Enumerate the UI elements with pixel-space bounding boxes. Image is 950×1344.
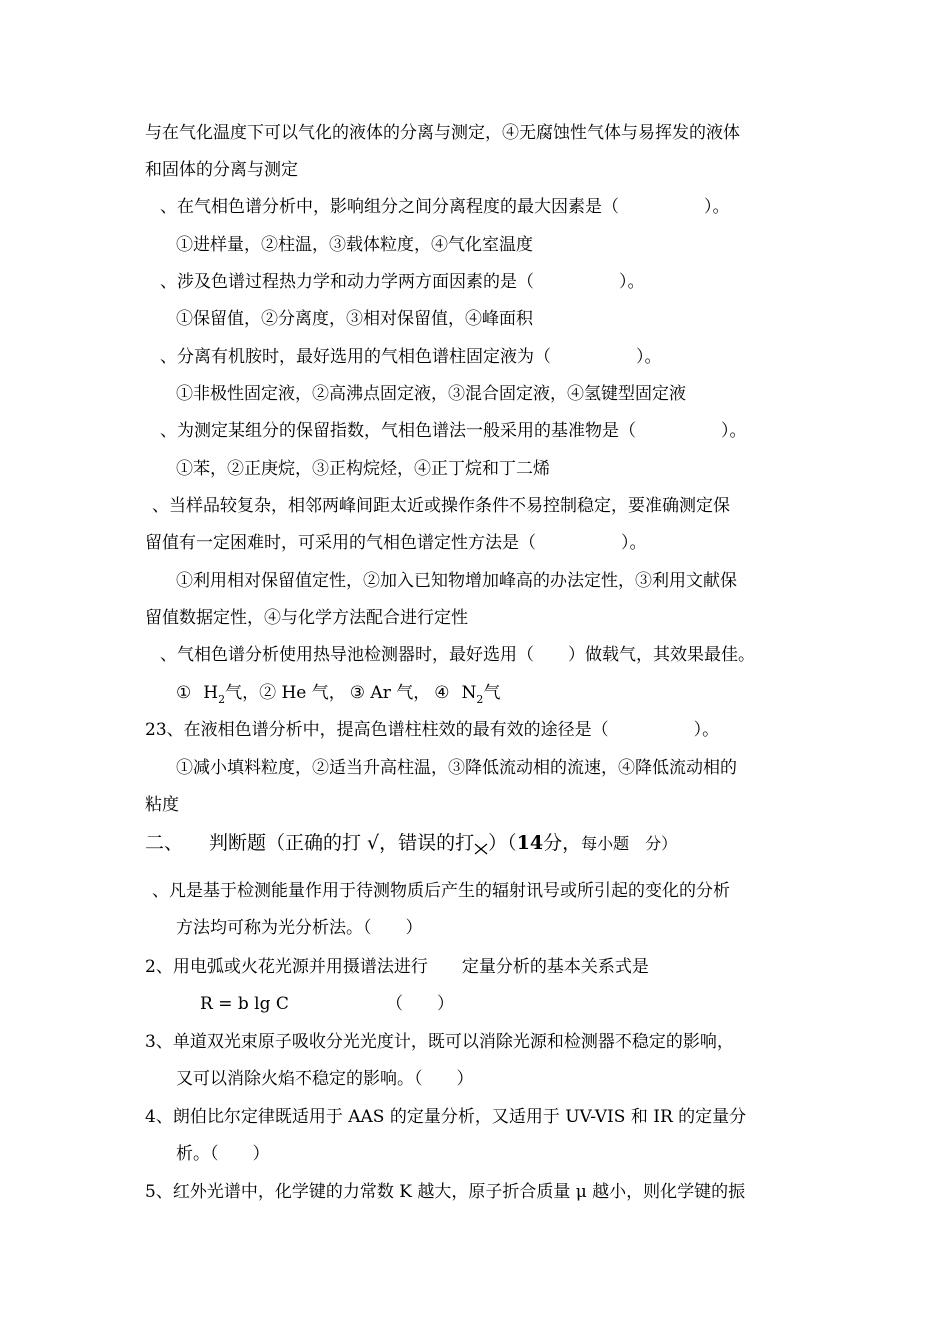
question-line: 、为测定某组分的保留指数，气相色谱法一般采用的基准物是（ ）。 bbox=[160, 421, 747, 441]
option-marker: ④ bbox=[434, 683, 450, 703]
options-line: ①非极性固定液，②高沸点固定液，③混合固定液，④氢键型固定液 bbox=[176, 384, 686, 404]
formula-h2: $H_2$ bbox=[203, 683, 226, 706]
question-line: 、涉及色谱过程热力学和动力学两方面因素的是（ ）。 bbox=[160, 272, 645, 292]
judge-item: 4、朗伯比尔定律既适用于 AAS 的定量分析，又适用于 UV-VIS 和 IR 的定量分 bbox=[145, 1107, 747, 1127]
section-title: 判断题（正确的打 √，错误的打 bbox=[209, 832, 475, 854]
judge-item: 、凡是基于检测能量作用于待测物质后产生的辐射讯号或所引起的变化的分析 bbox=[152, 881, 730, 901]
judge-item: 又可以消除火焰不稳定的影响。（ ） bbox=[176, 1069, 474, 1089]
judge-item: 5、红外光谱中，化学键的力常数 K 越大，原子折合质量 μ 越小，则化学键的振 bbox=[145, 1182, 746, 1202]
options-line: ①苯，②正庚烷，③正构烷烃，④正丁烷和丁二烯 bbox=[176, 459, 550, 479]
cross-mark-icon bbox=[474, 843, 488, 855]
section-number: 二、 bbox=[145, 832, 184, 854]
options-line: 留值数据定性，④与化学方法配合进行定性 bbox=[145, 608, 468, 628]
judge-item: 2、用电弧或火花光源并用摄谱法进行 定量分析的基本关系式是 bbox=[145, 957, 649, 977]
options-line: ①利用相对保留值定性，②加入已知物增加峰高的办法定性，③利用文献保 bbox=[176, 571, 737, 591]
question-line: 、在气相色谱分析中，影响组分之间分离程度的最大因素是（ ）。 bbox=[160, 197, 730, 217]
question-line: 、气相色谱分析使用热导池检测器时，最好选用（ ）做载气，其效果最佳。 bbox=[160, 645, 755, 665]
answer-blank: （ ） bbox=[386, 994, 454, 1014]
section-points: 14 bbox=[516, 832, 544, 854]
formula: R = b lg C bbox=[200, 994, 289, 1014]
formula-n2: $N_2$ bbox=[461, 683, 484, 706]
options-line: 粘度 bbox=[145, 795, 179, 815]
question-line: 留值有一定困难时，可采用的气相色谱定性方法是（ ）。 bbox=[145, 533, 647, 553]
judge-item: 3、单道双光束原子吸收分光光度计，既可以消除光源和检测器不稳定的影响， bbox=[145, 1032, 734, 1052]
text-line: 与在气化温度下可以气化的液体的分离与测定，④无腐蚀性气体与易挥发的液体 bbox=[145, 123, 740, 143]
section-heading: 二、 判断题（正确的打 √，错误的打 ）（14分，每小题 分） bbox=[145, 832, 678, 854]
question-line: 23、在液相色谱分析中，提高色谱柱柱效的最有效的途径是（ ）。 bbox=[145, 720, 720, 740]
options-line: ①保留值，②分离度，③相对保留值，④峰面积 bbox=[176, 309, 533, 329]
judge-item: 方法均可称为光分析法。（ ） bbox=[176, 918, 423, 938]
gas-options-line: ① $H_2$气，② He 气， ③ Ar 气， ④ $N_2$气 bbox=[176, 683, 501, 706]
question-line: 、当样品较复杂，相邻两峰间距太近或操作条件不易控制稳定，要准确测定保 bbox=[152, 496, 730, 516]
options-line: ①进样量，②柱温，③载体粒度，④气化室温度 bbox=[176, 235, 533, 255]
question-line: 、分离有机胺时，最好选用的气相色谱柱固定液为（ ）。 bbox=[160, 347, 662, 367]
option-marker: ① bbox=[176, 683, 192, 703]
options-line: ①减小填料粒度，②适当升高柱温，③降低流动相的流速，④降低流动相的 bbox=[176, 758, 737, 778]
text-line: 和固体的分离与测定 bbox=[145, 160, 298, 180]
judge-item: 析。（ ） bbox=[176, 1144, 270, 1164]
